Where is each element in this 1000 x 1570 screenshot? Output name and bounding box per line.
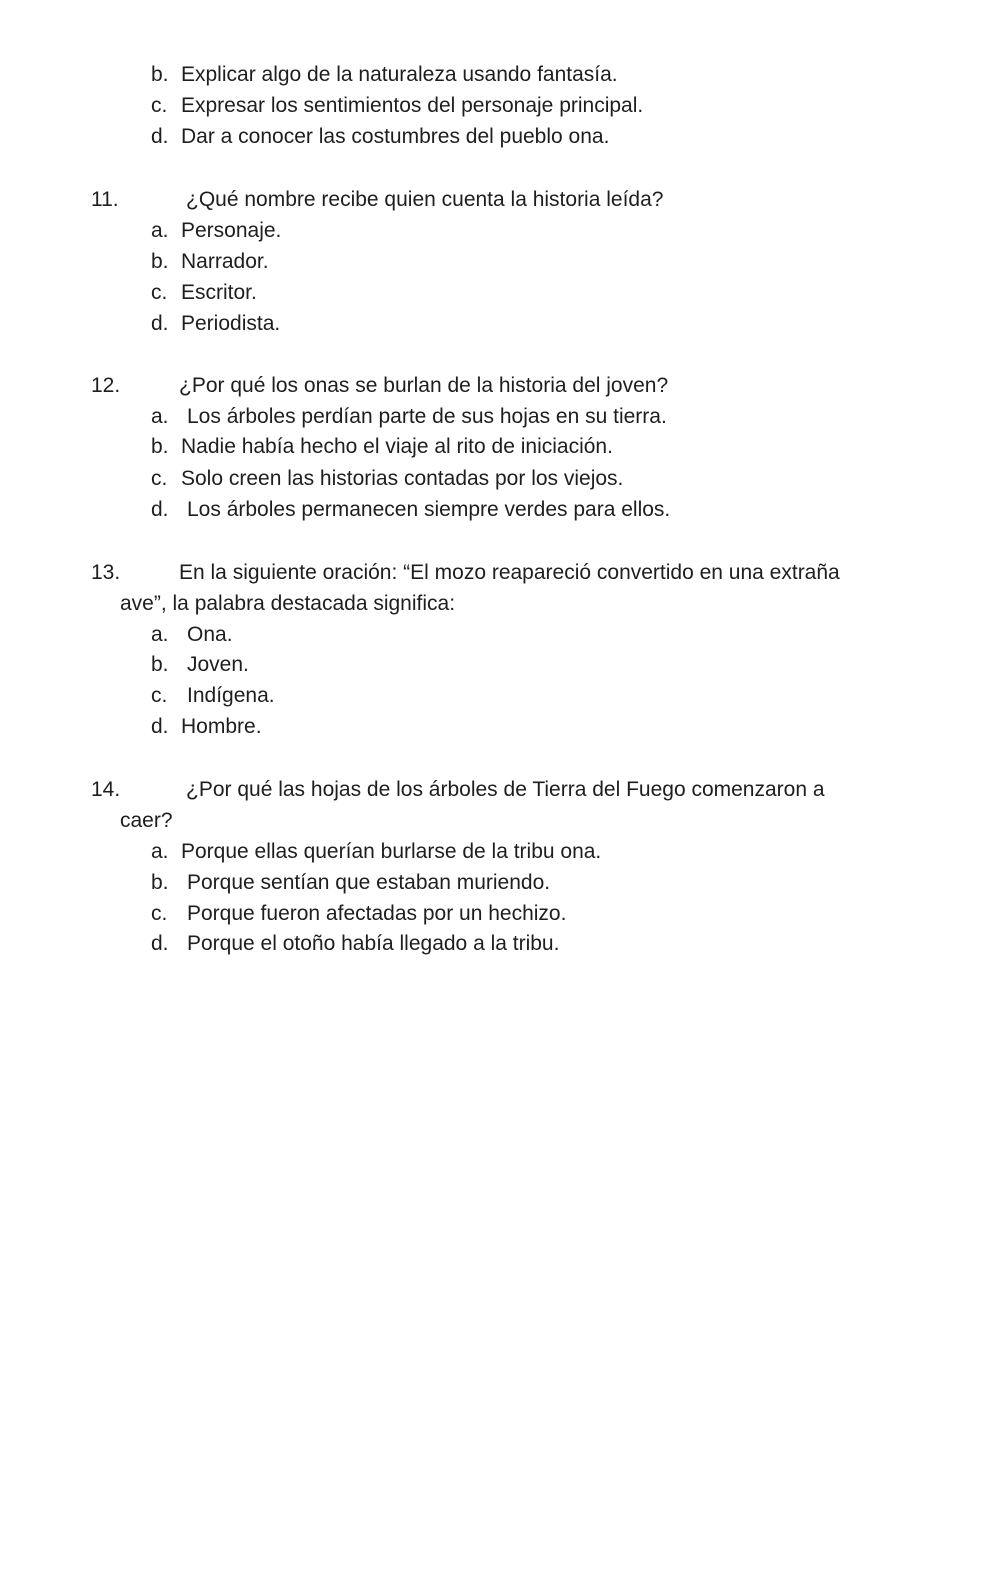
option-letter: b.	[151, 653, 169, 676]
question-number: 13.	[91, 561, 121, 584]
option-letter: c.	[151, 902, 168, 925]
option-letter: d.	[151, 715, 169, 738]
option-letter: d.	[151, 932, 169, 955]
option-letter: c.	[151, 467, 168, 490]
question-number: 12.	[91, 374, 121, 397]
question-text-line-1: En la siguiente oración: “El mozo reapareció convertido en una extraña	[179, 561, 840, 584]
option-text: Ona.	[187, 623, 233, 646]
question-text-line-2: caer?	[120, 809, 173, 832]
option-text: Expresar los sentimientos del personaje principal.	[181, 94, 644, 117]
option-text: Hombre.	[181, 715, 262, 738]
option-text: Solo creen las historias contadas por los viejos.	[181, 467, 624, 490]
question-text-line-1: ¿Por qué las hojas de los árboles de Tierra del Fuego comenzaron a	[186, 778, 825, 801]
option-letter: a.	[151, 405, 169, 428]
option-text: Los árboles perdían parte de sus hojas en su tierra.	[187, 405, 667, 428]
question-text-line-2: ave”, la palabra destacada significa:	[120, 592, 456, 615]
option-text: Escritor.	[181, 281, 257, 304]
option-text: Porque sentían que estaban muriendo.	[187, 871, 551, 894]
option-text: Personaje.	[181, 219, 282, 242]
option-letter: b.	[151, 250, 169, 273]
option-text: Los árboles permanecen siempre verdes para ellos.	[187, 498, 671, 521]
option-text: Dar a conocer las costumbres del pueblo ona.	[181, 125, 610, 148]
option-letter: c.	[151, 94, 168, 117]
option-text: Porque el otoño había llegado a la tribu.	[187, 932, 560, 955]
option-text: Explicar algo de la naturaleza usando fantasía.	[181, 63, 618, 86]
question-text: ¿Qué nombre recibe quien cuenta la historia leída?	[186, 188, 664, 211]
option-text: Nadie había hecho el viaje al rito de iniciación.	[181, 435, 613, 458]
option-letter: d.	[151, 125, 169, 148]
option-text: Porque fueron afectadas por un hechizo.	[187, 902, 567, 925]
option-text: Porque ellas querían burlarse de la tribu ona.	[181, 840, 602, 863]
option-text: Narrador.	[181, 250, 269, 273]
question-number: 14.	[91, 778, 121, 801]
option-text: Indígena.	[187, 684, 275, 707]
question-number: 11.	[91, 188, 119, 211]
option-letter: b.	[151, 435, 169, 458]
option-letter: b.	[151, 63, 169, 86]
option-letter: b.	[151, 871, 169, 894]
option-letter: a.	[151, 219, 169, 242]
option-text: Joven.	[187, 653, 249, 676]
option-letter: d.	[151, 312, 169, 335]
question-text: ¿Por qué los onas se burlan de la historia del joven?	[179, 374, 669, 397]
option-letter: a.	[151, 840, 169, 863]
option-letter: c.	[151, 281, 168, 304]
option-text: Periodista.	[181, 312, 281, 335]
option-letter: c.	[151, 684, 168, 707]
option-letter: a.	[151, 623, 169, 646]
option-letter: d.	[151, 498, 169, 521]
